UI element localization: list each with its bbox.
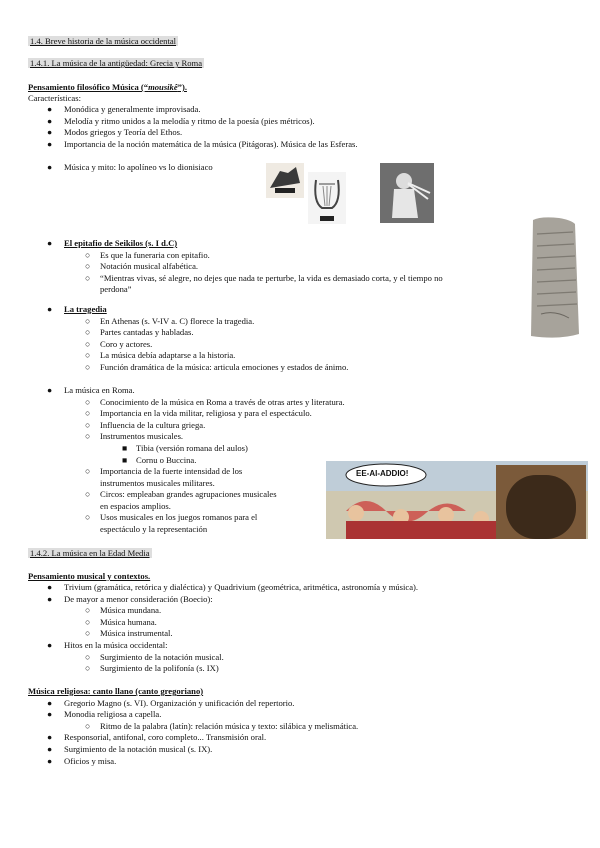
list-item: ● Melodía y ritmo unidos a la melodía y ritmo de la poesía (pies métricos).: [47, 115, 315, 126]
section-1-4-2-heading: 1.4.2. La música en la Edad Media: [30, 548, 150, 558]
list-item: ○ Función dramática de la música: articula emociones y estados de ánimo.: [85, 361, 349, 372]
roman-comic-image: [326, 461, 588, 539]
list-item: ● Monódica y generalmente improvisada.: [47, 104, 201, 114]
list-item: ● Responsorial, antifonal, coro completo... Transmisión oral.: [47, 732, 267, 743]
list-item-continuation: perdona”: [100, 284, 132, 295]
list-item: ■ Cornu o Buccina.: [122, 454, 197, 465]
caracteristicas-label: Características:: [28, 93, 81, 103]
list-item: ○ En Athenas (s. V-IV a. C) florece la tragedia.: [85, 315, 255, 326]
list-item: ○ La música debía adaptarse a la historia.: [85, 350, 236, 361]
list-item: ● Monodia religiosa a capella.: [47, 709, 162, 720]
list-item: ● Importancia de la noción matemática de la música (Pitágoras). Música de las Esferas.: [47, 138, 358, 149]
list-item-continuation: en espacios amplios.: [100, 500, 171, 511]
pensamiento-filosofico-heading: Pensamiento filosófico Música (“mousikê”).: [28, 82, 187, 92]
list-item: ○ “Mientras vivas, sé alegre, no dejes que nada te perturbe, la vida es demasiado corta, y el tiempo no: [85, 272, 443, 283]
greek-vase-image-1: [266, 163, 304, 198]
list-item: ● De mayor a menor consideración (Boecio):: [47, 593, 213, 604]
list-item: ○ Usos musicales en los juegos romanos para el: [85, 512, 258, 523]
list-item: ○ Ritmo de la palabra (latín): relación música y texto: silábica y melismática.: [85, 720, 359, 731]
comic-speech-text: EE-AI-ADDIO!: [356, 469, 409, 478]
list-item: ● Trivium (gramática, retórica y dialéctica) y Quadrivium (geométrica, aritmética, astronomía y música).: [47, 582, 419, 592]
list-item-continuation: espectáculo y la representación: [100, 524, 208, 534]
list-item-continuation: instrumentos musicales militares.: [100, 477, 215, 488]
roma-title: ● La música en Roma.: [47, 385, 135, 395]
list-item: ○ Notación musical alfabética.: [85, 261, 199, 272]
list-item: ○ Instrumentos musicales.: [85, 431, 184, 442]
lyre-image: [308, 172, 346, 224]
tragedia-title: ● La tragedia: [47, 304, 107, 314]
section-1-4-1-heading: 1.4.1. La música de la antigüedad: Grecia y Roma: [30, 58, 203, 68]
list-item: ○ Circos: empleaban grandes agrupaciones musicales: [85, 489, 277, 500]
list-item: ○ Música instrumental.: [85, 628, 173, 639]
epitafio-title: ● El epitafio de Seikilos (s. I d.C): [47, 238, 178, 248]
list-item: ● Modos griegos y Teoría del Ethos.: [47, 127, 183, 138]
seikilos-stele-image: [519, 214, 589, 344]
list-item: ● Surgimiento de la notación musical (s. IX).: [47, 743, 213, 754]
section-1-4-heading: 1.4. Breve historia de la música occidental: [30, 36, 177, 46]
list-item: ● Oficios y misa.: [47, 755, 117, 766]
list-item: ○ Importancia en la vida militar, religiosa y para el espectáculo.: [85, 408, 312, 419]
list-item: ○ Surgimiento de la polifonía (s. IX): [85, 663, 219, 674]
list-item: ● Gregorio Magno (s. VI). Organización y unificación del repertorio.: [47, 697, 295, 708]
list-item: ● Música y mito: lo apolíneo vs lo dionisiaco: [47, 162, 213, 172]
list-item: ○ Influencia de la cultura griega.: [85, 419, 206, 430]
list-item: ○ Coro y actores.: [85, 338, 153, 349]
list-item: ○ Surgimiento de la notación musical.: [85, 651, 224, 662]
list-item: ■ Tibia (versión romana del aulos): [122, 443, 248, 453]
list-item: ○ Música mundana.: [85, 605, 162, 615]
list-item: ○ Es que la funeraria con epitafio.: [85, 249, 210, 260]
list-item: ○ Importancia de la fuerte intensidad de los: [85, 466, 243, 476]
list-item: ○ Música humana.: [85, 616, 157, 627]
list-item: ○ Conocimiento de la música en Roma a través de otras artes y literatura.: [85, 396, 345, 407]
list-item: ● Hitos en la música occidental:: [47, 640, 168, 650]
musica-religiosa-heading: Música religiosa: canto llano (canto gregoriano): [28, 686, 204, 696]
pensamiento-musical-heading: Pensamiento musical y contextos.: [28, 571, 151, 581]
list-item: ○ Partes cantadas y habladas.: [85, 327, 194, 338]
aulos-player-image: [380, 163, 434, 223]
